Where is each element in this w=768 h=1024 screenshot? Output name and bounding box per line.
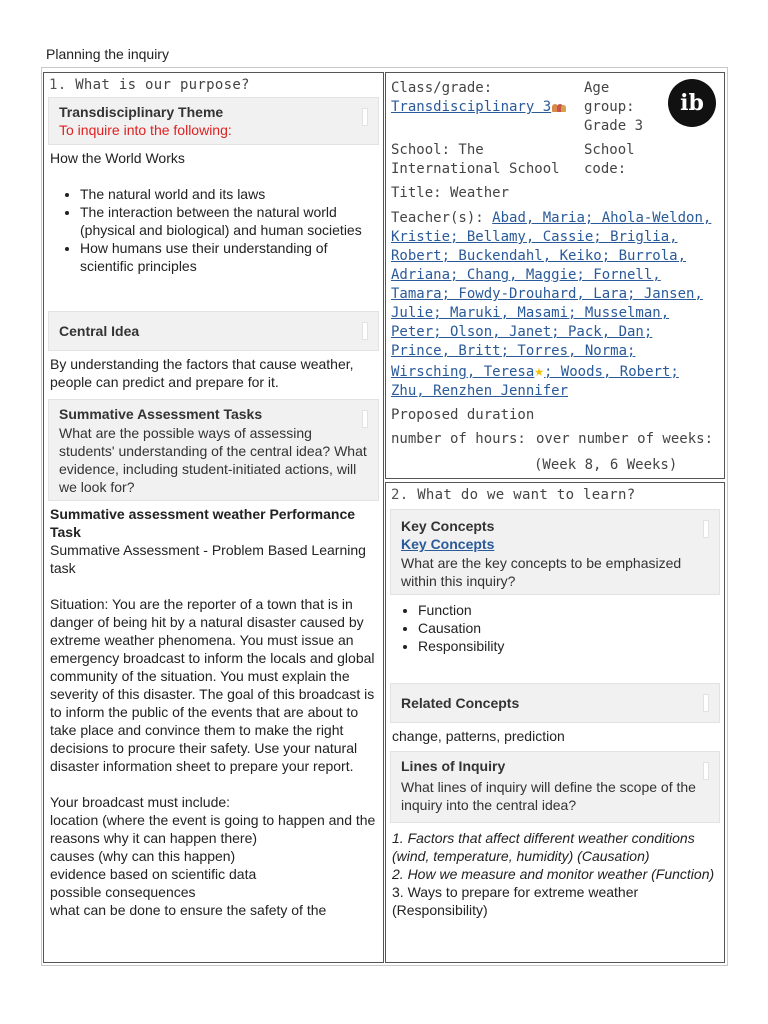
related-concepts-content [386, 723, 724, 749]
summative-content [44, 501, 383, 923]
related-concepts-box [390, 683, 720, 723]
inquiry-line: 3. Ways to prepare for extreme weather (Responsibility) [392, 884, 639, 918]
key-concepts-prompt: What are the key concepts to be emphasized within this inquiry? [401, 555, 682, 589]
task-subtitle: Summative Assessment - Problem Based Learning task [50, 542, 366, 576]
section-number: 1. [49, 77, 67, 93]
hours-label: number of hours: [391, 431, 526, 447]
weeks-label: over number of weeks: [536, 431, 714, 447]
theme-bullet: • The natural world and its laws [80, 185, 377, 203]
class-label: Class/grade: [391, 80, 493, 96]
key-concept-item: • Function [418, 601, 718, 619]
task-situation: Situation: You are the reporter of a town that is in danger of being hit by a natural disaster caused by extreme weather phenomena. You must issue an emergency broadcast to inform the locals and global community of the situation. You must explain the severity of this disaster. The goal of this broadcast is to inform the public of the events that are about to take place and convince them to make the right decisions to procure their safety. Use your natural disaster information sheet to prepare your report. [50, 596, 375, 774]
duration-label: Proposed duration [391, 407, 535, 423]
inquiry-line: 1. Factors that affect different weather conditions (wind, temperature, humidity) (Causation) [392, 830, 695, 864]
class-grade [391, 79, 581, 117]
must-include-label: Your broadcast must include: [50, 794, 231, 810]
summative-prompt: What are the possible ways of assessing students' understanding of the central idea? What evidence, including student-initiated actions, will we look for? [59, 425, 367, 495]
key-concepts-content [386, 595, 724, 683]
age-value: Grade 3 [584, 118, 644, 134]
resize-handle[interactable] [703, 762, 709, 780]
theme-bullets [50, 185, 377, 275]
teachers-label: Teacher(s): [391, 210, 484, 226]
must-include-line: evidence based on scientific data [50, 866, 257, 882]
star-icon: ★ [534, 361, 544, 380]
theme-name: How the World Works [50, 150, 185, 166]
key-concepts-header: Key Concepts [401, 518, 495, 534]
lines-of-inquiry-prompt: What lines of inquiry will define the scope of the inquiry into the central idea? [401, 779, 696, 813]
learn-column [385, 482, 725, 963]
purpose-column [43, 72, 384, 963]
related-concepts-header: Related Concepts [401, 695, 520, 711]
school-code: School code: [584, 142, 635, 177]
central-idea-text: By understanding the factors that cause weather, people can predict and prepare for it. [50, 356, 354, 390]
section-title-text: What is our purpose? [75, 77, 250, 93]
unit-info-panel [385, 72, 725, 479]
key-concept-item: • Responsibility [418, 637, 718, 655]
resize-handle[interactable] [703, 694, 709, 712]
weeks-value: (Week 8, 6 Weeks) [534, 457, 678, 473]
people-icon [552, 100, 566, 112]
section-title-text: What do we want to learn? [417, 487, 636, 503]
learn-section-title [386, 483, 724, 505]
page-heading: Planning the inquiry [46, 46, 169, 62]
inquiry-line: 2. How we measure and monitor weather (Function) [392, 866, 715, 882]
class-link[interactable]: Transdisciplinary 3 [391, 99, 552, 115]
resize-handle[interactable] [362, 410, 368, 428]
age-label: Age group: [584, 80, 635, 115]
must-include-line: location (where the event is going to happen and the reasons why it can happen there) [50, 812, 376, 846]
key-concepts-box [390, 509, 720, 595]
age-group [584, 79, 654, 136]
resize-handle[interactable] [362, 322, 368, 340]
key-concept-item: • Causation [418, 619, 718, 637]
task-title: Summative assessment weather Performance Task [50, 506, 356, 540]
resize-handle[interactable] [703, 520, 709, 538]
must-include-line: what can be done to ensure the safety of the [50, 902, 327, 918]
lines-of-inquiry-box [390, 751, 720, 823]
summative-header-box [48, 399, 379, 501]
central-idea-header: Central Idea [59, 323, 140, 339]
teachers-list[interactable]: Abad, Maria; Ahola-Weldon, Kristie; Bellamy, Cassie; Briglia, Robert; Buckendahl, Keiko; Burrola, Adriana; Chang, Maggie; Fornell, Tamara; Fowdy-Drouhard, Lara; Jansen, Julie; Maruki, Masami; Musselman, Peter; Olson, Janet; Pack, Dan; Prince, Britt; Torres, Norma; Wirsching, Teresa [391, 210, 712, 380]
related-concepts-text: change, patterns, prediction [392, 728, 565, 744]
lines-of-inquiry-content [386, 823, 724, 923]
key-concepts-list [392, 601, 718, 655]
resize-handle[interactable] [362, 108, 368, 126]
theme-bullet: • The interaction between the natural world (physical and biological) and human societies [80, 203, 377, 239]
must-include-line: causes (why can this happen) [50, 848, 236, 864]
must-include-line: possible consequences [50, 884, 196, 900]
theme-header: Transdisciplinary Theme [59, 104, 224, 120]
section-number: 2. [391, 487, 409, 503]
key-concepts-link[interactable]: Key Concepts [401, 536, 495, 552]
unit-title: Title: Weather [391, 185, 510, 201]
theme-bullet: • How humans use their understanding of scientific principles [80, 239, 377, 275]
theme-header-box [48, 97, 379, 145]
central-idea-content [44, 351, 383, 395]
lines-of-inquiry-header: Lines of Inquiry [401, 758, 506, 774]
theme-content [44, 145, 383, 311]
theme-subheader: To inquire into the following: [59, 122, 232, 138]
teachers-list-cont[interactable]: ; Woods, Robert; Zhu, Renzhen Jennifer [391, 364, 679, 399]
ib-logo-icon: ib [668, 79, 716, 127]
teachers [391, 209, 717, 401]
school-name: School: The International School [391, 142, 560, 177]
summative-header: Summative Assessment Tasks [59, 406, 263, 422]
purpose-section-title [44, 73, 383, 95]
central-idea-header-box [48, 311, 379, 351]
